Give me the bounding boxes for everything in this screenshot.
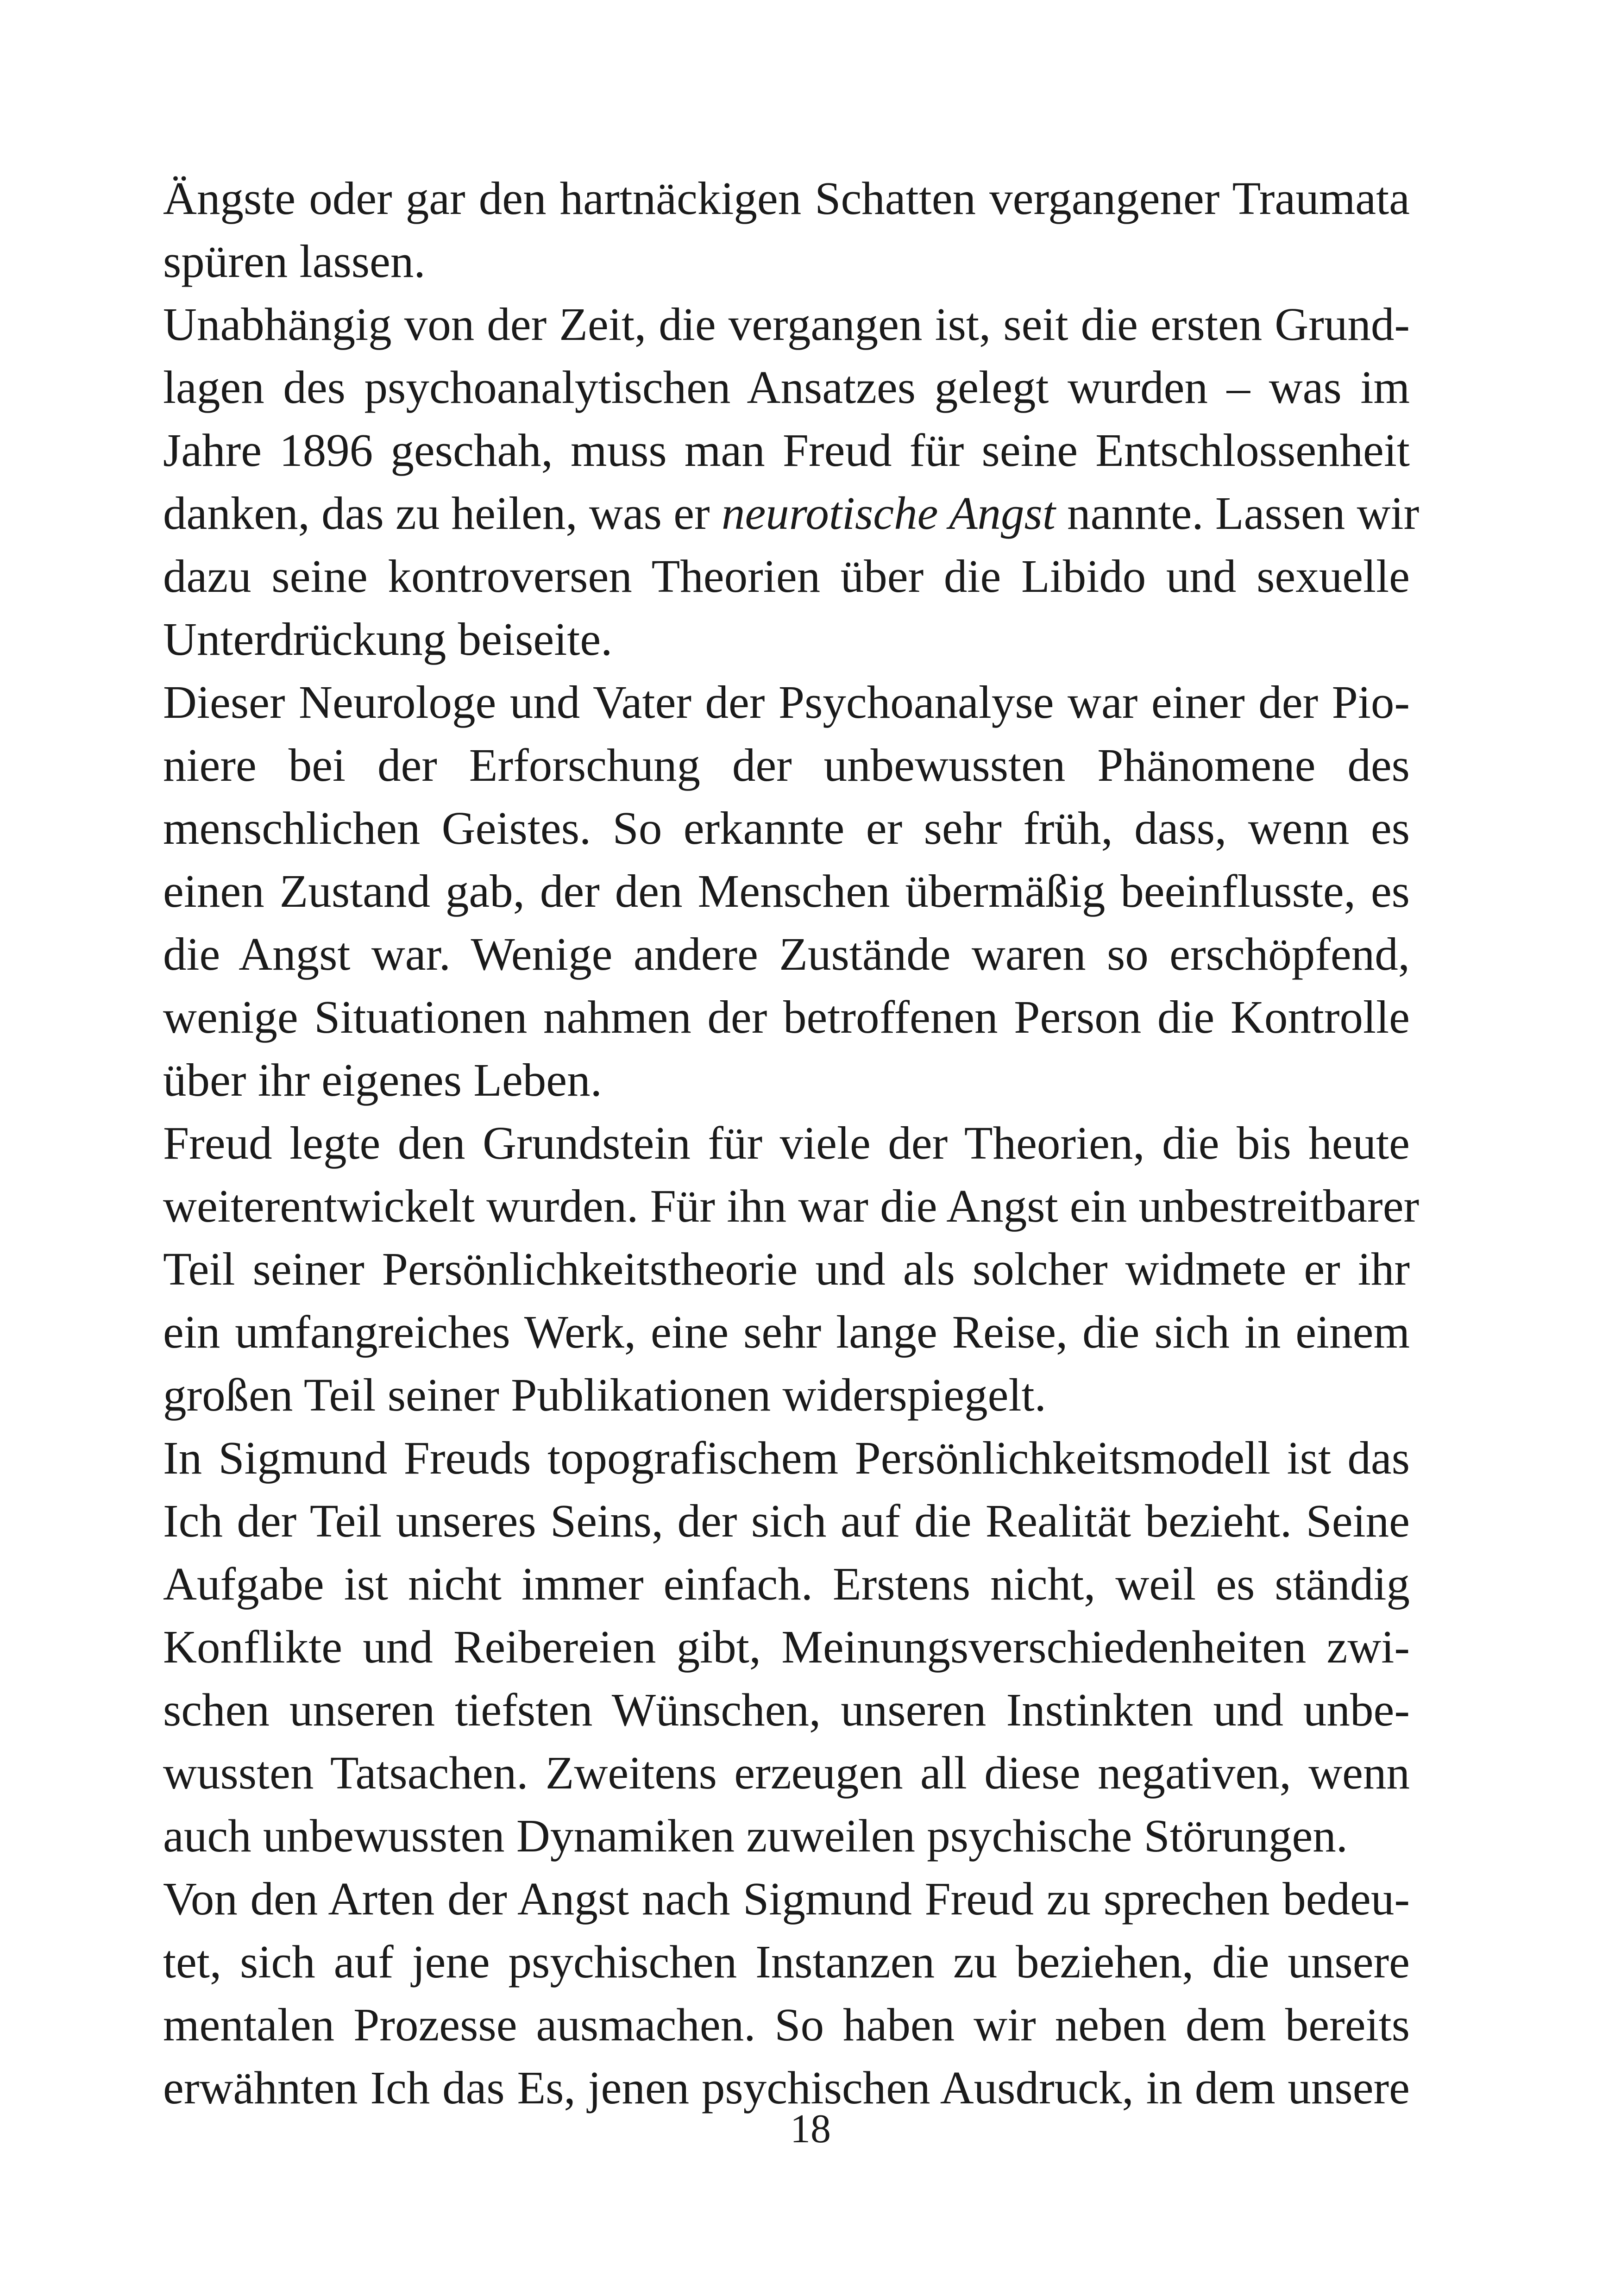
text-line: ein umfangreiches Werk, eine sehr lange Reise, die sich in einem [163,1306,1410,1358]
text-line: Aufgabe ist nicht immer einfach. Erstens nicht, weil es ständig [163,1558,1410,1610]
text-line: menschlichen Geistes. So erkannte er sehr früh, dass, wenn es [163,802,1410,854]
text-line: auch unbewussten Dynamiken zuweilen psychische Störungen. [163,1810,1348,1862]
text-line: Freud legte den Grundstein für viele der Theorien, die bis heute [163,1117,1410,1169]
text-line: wussten Tatsachen. Zweitens erzeugen all diese negativen, wenn [163,1747,1410,1799]
text-line: mentalen Prozesse ausmachen. So haben wir neben dem bereits [163,1999,1410,2051]
text-line: schen unseren tiefsten Wünschen, unseren Instinkten und unbe- [163,1684,1410,1736]
text-line: lagen des psychoanalytischen Ansatzes gelegt wurden – was im [163,361,1410,413]
text-line: wenige Situationen nahmen der betroffenen Person die Kontrolle [163,991,1410,1043]
text-line [163,482,1420,545]
paragraph [163,167,1410,293]
italic-term: neurotische Angst [721,487,1056,539]
paragraph [163,1867,1410,2119]
page-body [163,167,1420,2119]
text-line: über ihr eigenes Leben. [163,1054,602,1106]
text-line: tet, sich auf jene psychischen Instanzen zu beziehen, die unsere [163,1936,1410,1988]
text-line: Konflikte und Reibereien gibt, Meinungsverschiedenheiten zwi- [163,1621,1410,1673]
text-line: dazu seine kontroversen Theorien über die Libido und sexuelle [163,550,1410,602]
text-run: nannte. Lassen wir [1055,487,1420,539]
text-line: niere bei der Erforschung der unbewussten Phänomene des [163,739,1410,791]
text-line: Jahre 1896 geschah, muss man Freud für seine Entschlossenheit [163,424,1410,476]
text-line: spüren lassen. [163,235,426,287]
paragraph [163,671,1410,1111]
text-line: Unterdrückung beiseite. [163,613,613,665]
text-line: erwähnten Ich das Es, jenen psychischen Ausdruck, in dem unsere [163,2062,1410,2114]
text-line: Teil seiner Persönlichkeitstheorie und als solcher widmete er ihr [163,1243,1410,1295]
paragraph [163,1426,1410,1867]
text-line: Dieser Neurologe und Vater der Psychoanalyse war einer der Pio- [163,676,1410,728]
text-run: danken, das zu heilen, was er [163,487,722,539]
text-line: weiterentwickelt wurden. Für ihn war die Angst ein unbestreitbarer [163,1180,1420,1232]
text-line: großen Teil seiner Publikationen widerspiegelt. [163,1369,1046,1421]
paragraph [163,1111,1420,1426]
text-line: In Sigmund Freuds topografischem Persönlichkeitsmodell ist das [163,1432,1410,1484]
text-line: Ängste oder gar den hartnäckigen Schatten vergangener Traumata [163,172,1410,224]
page-number: 18 [790,2107,831,2152]
paragraph [163,293,1420,671]
text-line: die Angst war. Wenige andere Zustände waren so erschöpfend, [163,928,1410,980]
text-line: einen Zustand gab, der den Menschen übermäßig beeinflusste, es [163,865,1410,917]
text-line: Ich der Teil unseres Seins, der sich auf die Realität bezieht. Seine [163,1495,1410,1547]
text-line: Unabhängig von der Zeit, die vergangen ist, seit die ersten Grund- [163,298,1410,350]
text-line: Von den Arten der Angst nach Sigmund Freud zu sprechen bedeu- [163,1873,1410,1925]
